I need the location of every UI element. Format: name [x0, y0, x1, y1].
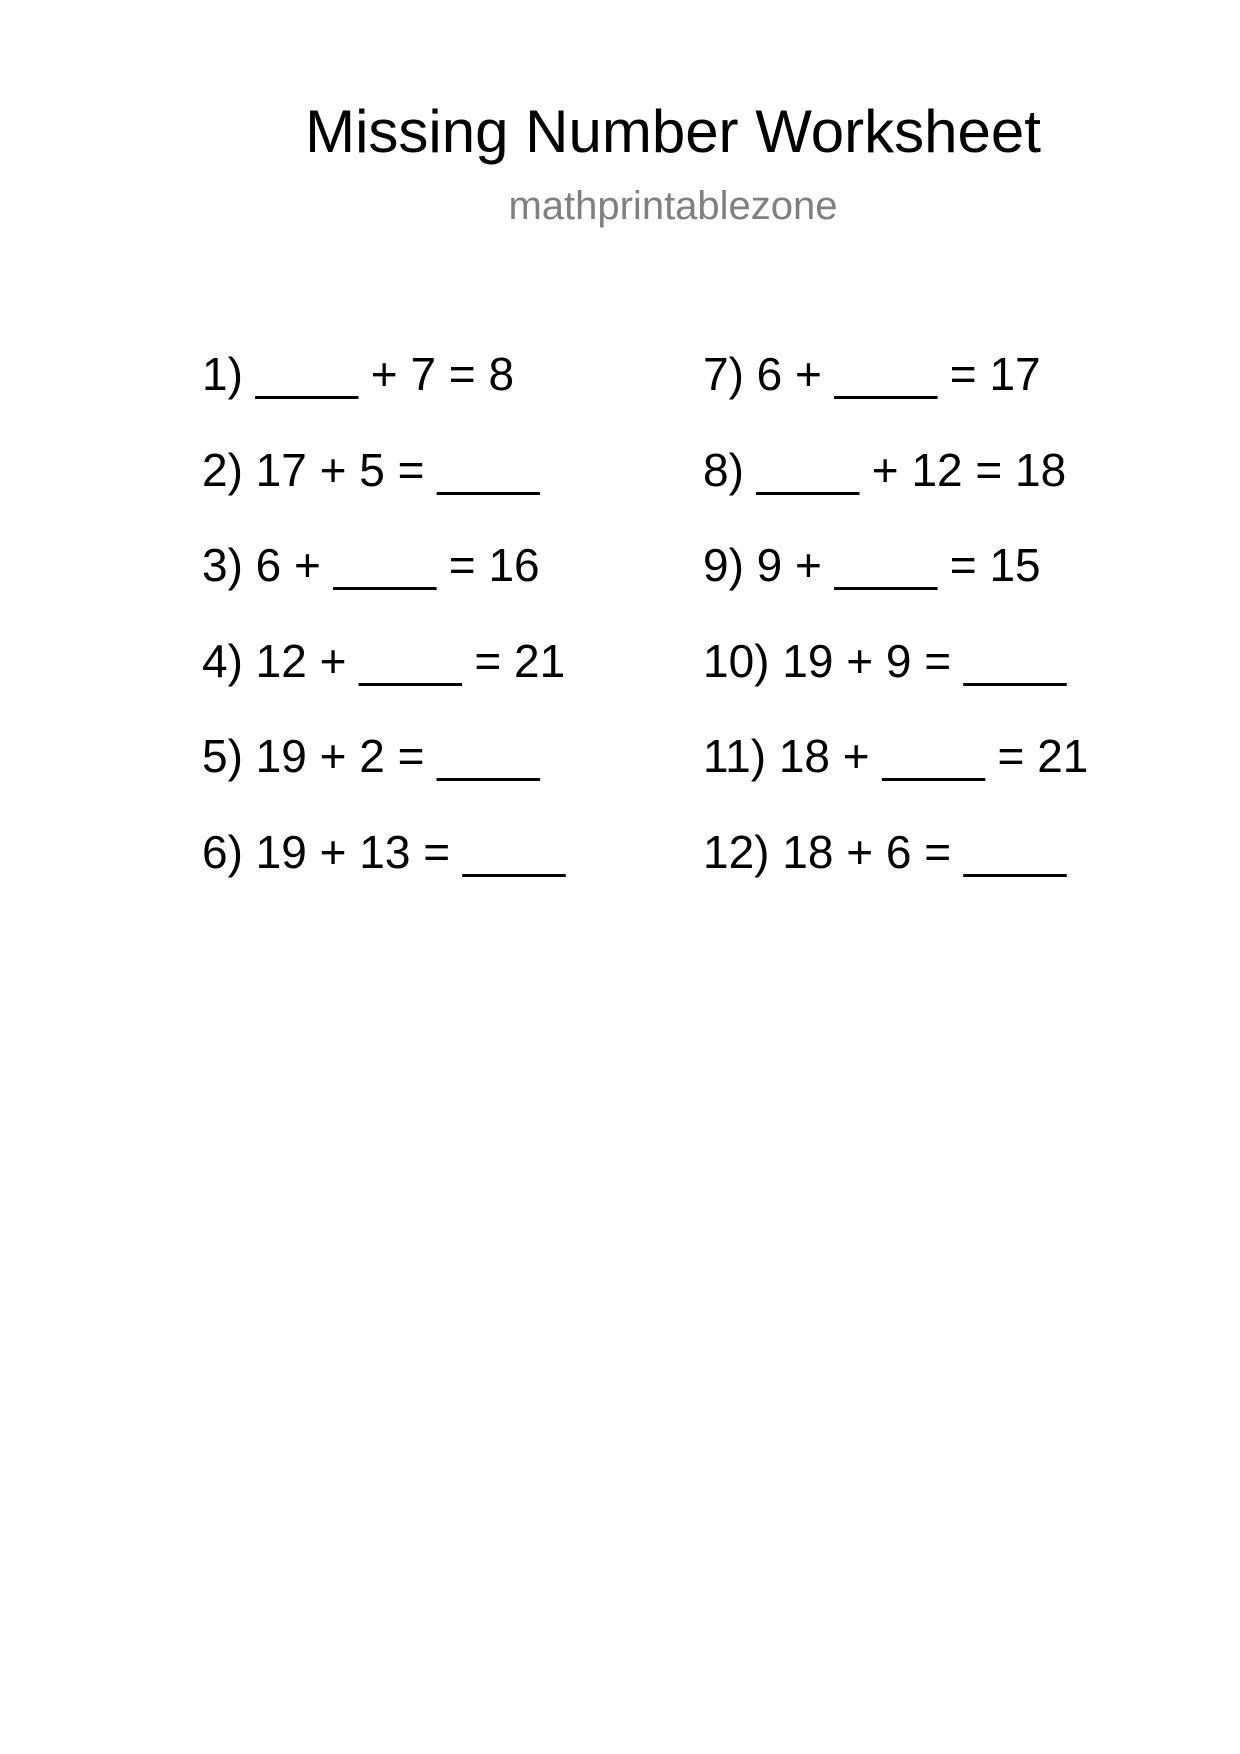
problems-column-right — [703, 346, 1088, 919]
problem-9: 9) 9 + ____ = 15 — [703, 539, 1041, 591]
problem-8: 8) ____ + 12 = 18 — [703, 443, 1067, 496]
problem-3: 3) 6 + ____ = 16 — [202, 539, 540, 591]
problem-5: 5) 19 + 2 = ____ — [202, 730, 540, 782]
problem-4: 4) 12 + ____ = 21 — [202, 634, 566, 687]
problem-1: 1) ____ + 7 = 8 — [202, 348, 515, 400]
problem-12: 12) 18 + 6 = ____ — [703, 825, 1067, 878]
problem-6: 6) 19 + 13 = ____ — [202, 825, 566, 878]
problem-7: 7) 6 + ____ = 17 — [703, 348, 1041, 400]
problems-column-left — [202, 346, 565, 919]
worksheet-title: Missing Number Worksheet — [305, 98, 1041, 165]
problem-2: 2) 17 + 5 = ____ — [202, 443, 540, 496]
worksheet-source: mathprintablezone — [508, 184, 838, 228]
problem-11: 11) 18 + ____ = 21 — [703, 730, 1089, 782]
problem-10: 10) 19 + 9 = ____ — [703, 634, 1067, 687]
